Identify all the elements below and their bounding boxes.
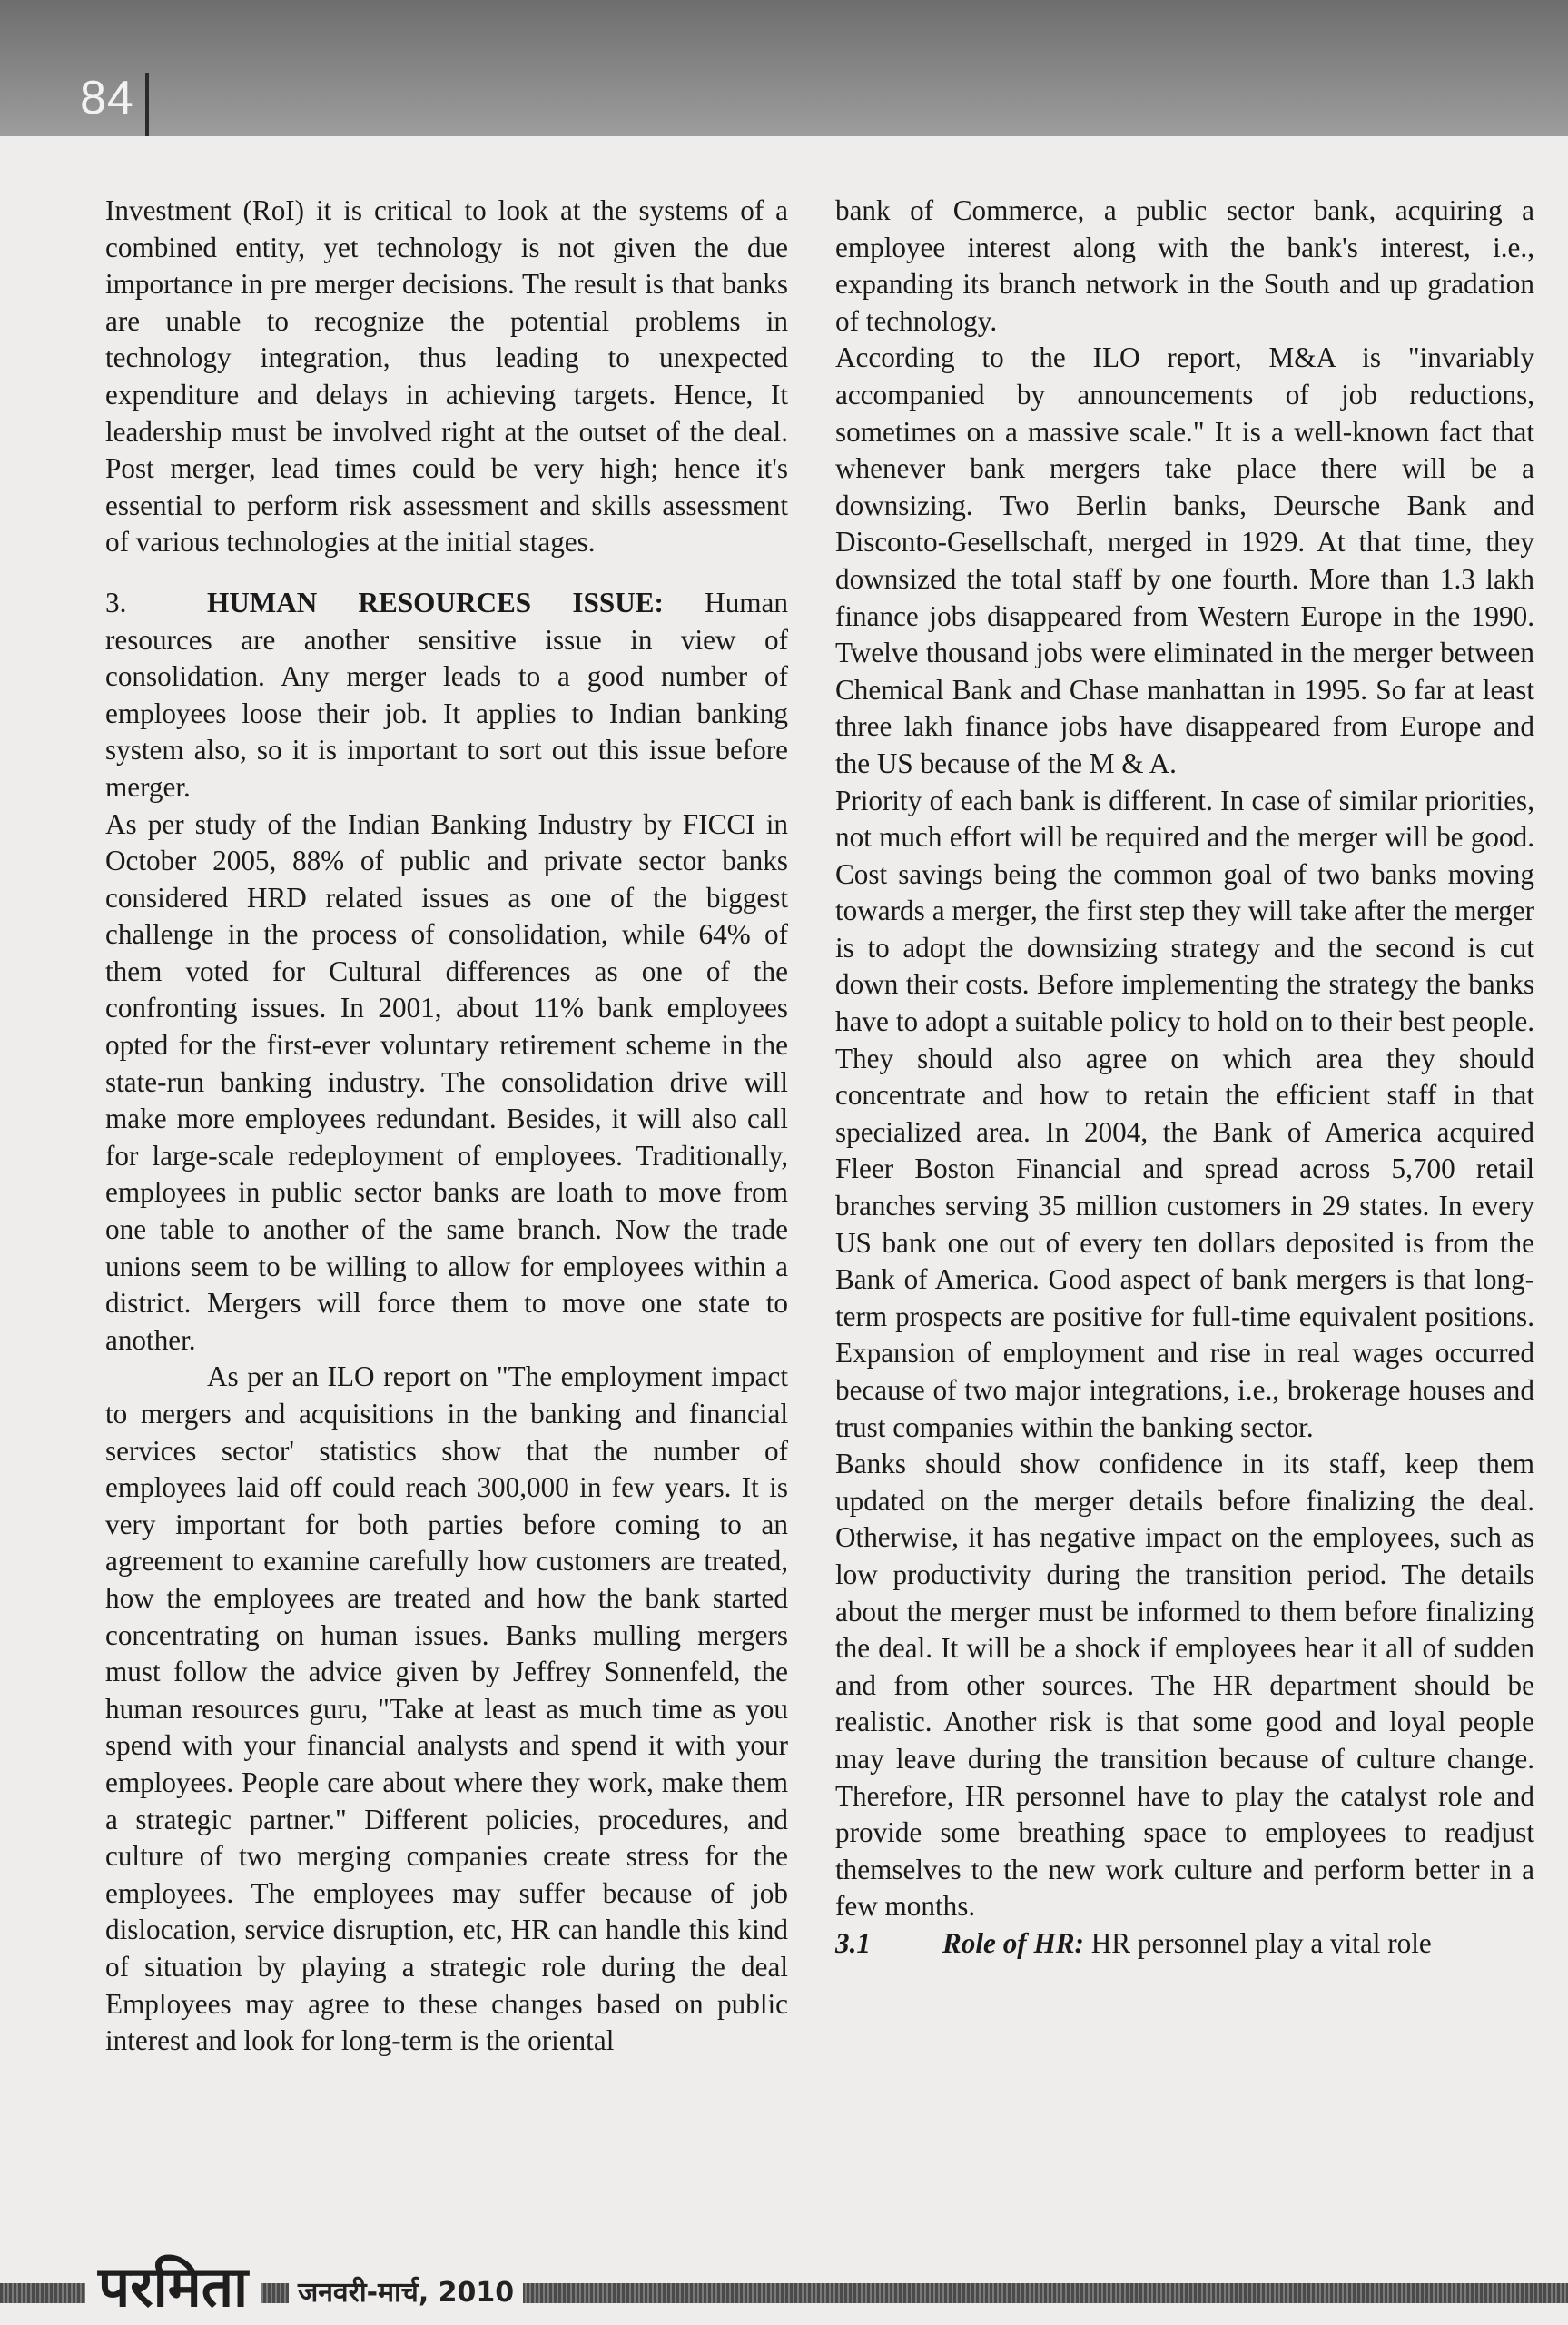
paragraph: bank of Commerce, a public sector bank, acquiring a employee interest along with the bank's interest, i.e., expanding its branch network in the South and up gradation of technology.	[835, 194, 1534, 337]
subsection-heading-paragraph	[835, 1925, 1534, 1963]
section-number: 3.	[105, 586, 127, 618]
paragraph-text: Human resources are another sensitive issue in view of consolidation. Any merger leads to a good number of employees loose their job. It applies to Indian banking system also, so it is important to sort out this issue before merger.	[105, 586, 788, 803]
paragraph: As per an ILO report on "The employment impact to mergers and acquisitions in the banking and financial services sector' statistics show that the number of employees laid off could reach 300,000 in few years. It is very important for both parties before coming to an agreement to examine carefully how customers are treated, how the employees are treated and how the bank started concentrating on human issues. Banks mulling mergers must follow the advice given by Jeffrey Sonnenfeld, the human resources guru, "Take at least as much time as you spend with your financial analysts and spend it with your employees. People care about where they work, make them a strategic partner." Different policies, procedures, and culture of two merging companies create stress for the employees. The employees may suffer because of job dislocation, service disruption, etc, HR can handle this kind of situation by playing a strategic role during the deal Employees may agree to these changes based on public interest and look for long-term is the oriental	[105, 1360, 788, 2057]
journal-logo: परमिता	[85, 2251, 261, 2323]
paragraph: As per study of the Indian Banking Industry by FICCI in October 2005, 88% of public and private sector banks considered HRD related issues as one of the biggest challenge in the process of consolidation, while 64% of them voted for Cultural differences as one of the confronting issues. In 2001, about 11% bank employees opted for the first-ever voluntary retirement scheme in the state-run banking industry. The consolidation drive will make more employees redundant. Besides, it will also call for large-scale redeployment of employees. Traditionally, employees in public sector banks are loath to move from one table to another of the same branch. Now the trade unions seem to be willing to allow for employees within a district. Mergers will force them to move one state to another.	[105, 807, 788, 1356]
subsection-number: 3.1	[835, 1926, 871, 1959]
right-column	[835, 193, 1534, 1963]
page-number-divider	[145, 73, 149, 136]
paragraph: Priority of each bank is different. In case of similar priorities, not much effort will be required and the merger will be good. Cost savings being the common goal of two banks moving towards a merger, the first step they will take after the merger is to adopt the downsizing strategy and the second is cut down their costs. Before implementing the strategy the banks have to adopt a suitable policy to hold on to their best people. They should also agree on which area they should concentrate and how to retain the efficient staff in that specialized area. In 2004, the Bank of America acquired Fleer Boston Financial and spread across 5,700 retail branches serving 35 million customers in 29 states. In every US bank one out of every ten dollars deposited is from the Bank of America. Good aspect of bank mergers is that long-term prospects are positive for full-time equivalent positions. Expansion of employment and rise in real wages occurred because of two major integrations, i.e., brokerage houses and trust companies within the banking sector.	[835, 784, 1534, 1443]
paragraph: Banks should show confidence in its staff, keep them updated on the merger details before finalizing the deal. Otherwise, it has negative impact on the employees, such as low productivity during the transition period. The details about the merger must be informed to them before finalizing the deal. It will be a shock if employees hear it all of sudden and from other sources. The HR department should be realistic. Another risk is that some good and loyal people may leave during the transition because of culture change. Therefore, HR personnel have to play the catalyst role and provide some breathing space to employees to readjust themselves to the new work culture and perform better in a few months.	[835, 1448, 1534, 1923]
paragraph-text: HR personnel play a vital role	[1083, 1926, 1432, 1959]
paragraph: Investment (RoI) it is critical to look at the systems of a combined entity, yet technology is not given the due importance in pre merger decisions. The result is that banks are unable to recognize the potential problems in technology integration, thus leading to unexpected expenditure and delays in achieving targets. Hence, It leadership must be involved right at the outset of the deal. Post merger, lead times could be very high; hence it's essential to perform risk assessment and skills assessment of various technologies at the initial stages.	[105, 194, 788, 559]
paragraph: According to the ILO report, M&A is "invariably accompanied by announcements of job reductions, sometimes on a massive scale." It is a well-known fact that whenever bank mergers take place there will be a downsizing. Two Berlin banks, Deursche Bank and Disconto-Gesellschaft, merged in 1929. At that time, they downsized the total staff by one fourth. More than 1.3 lakh finance jobs disappeared from Western Europe in the 1990. Twelve thousand jobs were eliminated in the merger between Chemical Bank and Chase manhattan in 1995. So far at least three lakh finance jobs have disappeared from Europe and the US because of the M & A.	[835, 341, 1534, 779]
page-header-band	[0, 0, 1568, 136]
left-column	[105, 193, 788, 2060]
page-number: 84	[80, 72, 134, 124]
section-heading-paragraph	[105, 585, 788, 806]
issue-date: जनवरी-मार्च, 2010	[289, 2271, 523, 2316]
section-title: HUMAN RESOURCES ISSUE:	[207, 586, 664, 618]
subsection-title: Role of HR:	[942, 1926, 1084, 1959]
